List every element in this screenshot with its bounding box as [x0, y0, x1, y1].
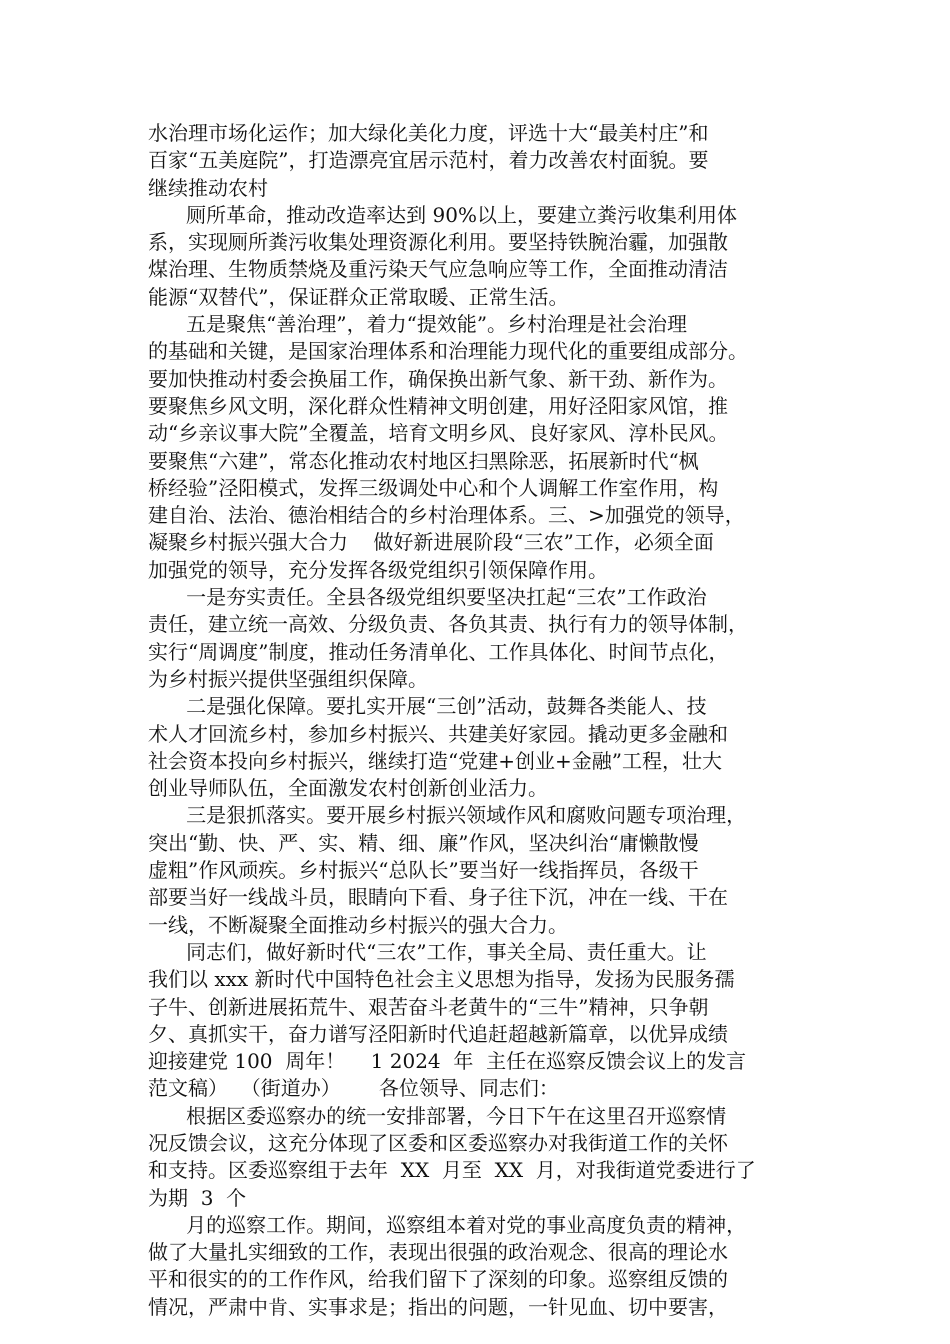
text-line: 同志们，做好新时代“三农”工作，事关全局、责任重大。让: [148, 939, 707, 964]
text-line: 我们以 xxx 新时代中国特色社会主义思想为指导，发扬为民服务孺: [148, 967, 735, 992]
text-line: 的基础和关键，是国家治理体系和治理能力现代化的重要组成部分。: [148, 339, 748, 364]
text-line: 责任，建立统一高效、分级负责、各负其责、执行有力的领导体制，: [148, 612, 748, 637]
text-line: 煤治理、生物质禁烧及重污染天气应急响应等工作，全面推动清洁: [148, 257, 728, 282]
text-line: 继续推动农村: [148, 175, 268, 200]
text-line: 社会资本投向乡村振兴，继续打造“党建+创业+金融”工程，壮大: [148, 748, 722, 773]
text-line: 做了大量扎实细致的工作，表现出很强的政治观念、很高的理论水: [148, 1240, 728, 1265]
text-line: 要聚焦乡风文明，深化群众性精神文明创建，用好泾阳家风馆，推: [148, 393, 728, 418]
text-line: 桥经验”泾阳模式，发挥三级调处中心和个人调解工作室作用，构: [148, 475, 719, 500]
text-line: 虚粗”作风顽疾。乡村振兴“总队长”要当好一线指挥员，各级干: [148, 858, 699, 883]
text-line: 和支持。区委巡察组于去年 XX 月至 XX 月，对我街道党委进行了: [148, 1158, 756, 1183]
text-line: 五是聚焦“善治理”，着力“提效能”。乡村治理是社会治理: [148, 312, 688, 337]
text-line: 系，实现厕所粪污收集处理资源化利用。要坚持铁腕治霾，加强散: [148, 230, 728, 255]
text-line: 百家“五美庭院”，打造漂亮宜居示范村，着力改善农村面貌。要: [148, 148, 709, 173]
text-line: 况反馈会议，这充分体现了区委和区委巡察办对我街道工作的关怀: [148, 1130, 728, 1155]
text-line: 动“乡亲议事大院”全覆盖，培育文明乡风、良好家风、淳朴民风。: [148, 421, 729, 446]
text-line: 平和很实的的工作作风，给我们留下了深刻的印象。巡察组反馈的: [148, 1267, 728, 1292]
text-line: 建自治、法治、德治相结合的乡村治理体系。三、>加强党的领导，: [148, 503, 745, 528]
text-line: 部要当好一线战斗员，眼睛向下看、身子往下沉，冲在一线、干在: [148, 885, 728, 910]
document-body-text: [148, 120, 818, 1321]
text-line: 一是夯实责任。全县各级党组织要坚决扛起“三农”工作政治: [148, 585, 707, 610]
text-line: 加强党的领导，充分发挥各级党组织引领保障作用。: [148, 557, 608, 582]
text-line: 要聚焦“六建”，常态化推动农村地区扫黑除恶，拓展新时代“枫: [148, 448, 699, 473]
text-line: 情况，严肃中肯、实事求是；指出的问题，一针见血、切中要害，: [148, 1294, 728, 1319]
text-line: 凝聚乡村振兴强大合力 做好新进展阶段“三农”工作，必须全面: [148, 530, 714, 555]
text-line: 创业导师队伍，全面激发农村创新创业活力。: [148, 776, 548, 801]
text-line: 厕所革命，推动改造率达到 90%以上，要建立粪污收集利用体: [148, 202, 737, 227]
text-line: 夕、真抓实干，奋力谱写泾阳新时代追赶超越新篇章，以优异成绩: [148, 1021, 728, 1046]
text-line: 水治理市场化运作；加大绿化美化力度，评选十大“最美村庄”和: [148, 121, 709, 145]
text-line: 迎接建党 100 周年！ 1 2024 年 主任在巡察反馈会议上的发言: [148, 1049, 747, 1074]
text-line: 月的巡察工作。期间，巡察组本着对党的事业高度负责的精神，: [148, 1212, 747, 1237]
text-line: 术人才回流乡村，参加乡村振兴、共建美好家园。撬动更多金融和: [148, 721, 728, 746]
text-line: 实行“周调度”制度，推动任务清单化、工作具体化、时间节点化，: [148, 639, 729, 664]
text-line: 根据区委巡察办的统一安排部署，今日下午在这里召开巡察情: [148, 1103, 727, 1128]
text-line: 为期 3 个: [148, 1185, 247, 1210]
text-line: 能源“双替代”，保证群众正常取暖、正常生活。: [148, 284, 569, 309]
text-line: 突出“勤、快、严、实、精、细、廉”作风，坚决纠治“庸懒散慢: [148, 830, 699, 855]
text-line: 三是狠抓落实。要开展乡村振兴领域作风和腐败问题专项治理，: [148, 803, 747, 828]
text-line: 要加快推动村委会换届工作，确保换出新气象、新干劲、新作为。: [148, 366, 728, 391]
text-line: 子牛、创新进展拓荒牛、艰苦奋斗老黄牛的“三牛”精神，只争朝: [148, 994, 709, 1019]
text-line: 范文稿） （街道办） 各位领导、同志们：: [148, 1076, 559, 1101]
text-line: 一线，不断凝聚全面推动乡村振兴的强大合力。: [148, 912, 568, 937]
text-line: 为乡村振兴提供坚强组织保障。: [148, 666, 428, 691]
text-line: 二是强化保障。要扎实开展“三创”活动，鼓舞各类能人、技: [148, 694, 707, 719]
